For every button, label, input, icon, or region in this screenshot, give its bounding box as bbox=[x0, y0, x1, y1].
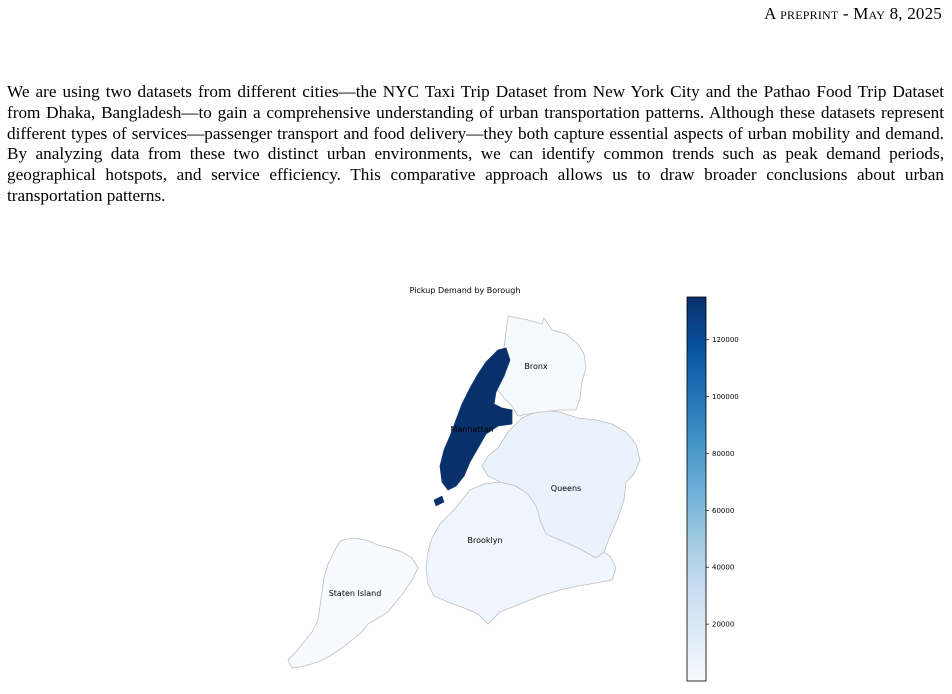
colorbar-tick-label: 100000 bbox=[712, 393, 739, 402]
region-label-queens: Queens bbox=[550, 484, 582, 493]
colorbar bbox=[687, 297, 706, 681]
colorbar-tick-label: 60000 bbox=[712, 506, 735, 515]
region-staten-island bbox=[288, 538, 418, 668]
region-label-bronx: Bronx bbox=[524, 362, 548, 371]
chart-title: Pickup Demand by Borough bbox=[409, 286, 521, 295]
colorbar-tick-label: 80000 bbox=[712, 449, 735, 458]
region-manhattan-tip bbox=[434, 496, 444, 506]
body-paragraph: We are using two datasets from different cities—the NYC Taxi Trip Dataset from New York City and the Pathao Food Trip Dataset from Dhaka, Bangladesh—to gain a comprehensive understanding of urban transportation patterns. Although these datasets represent different types of services—passenger transport and food delivery—they both capture essential aspects of urban mobility and demand. By analyzing data from these two distinct urban environments, we can identify common trends such as peak demand periods, geographical hotspots, and service efficiency. This comparative approach allows us to draw broader conclusions about urban transportation patterns. bbox=[7, 82, 944, 205]
colorbar-tick-label: 120000 bbox=[712, 336, 739, 345]
region-label-staten-island: Staten Island bbox=[328, 589, 382, 598]
colorbar-ticks bbox=[706, 336, 739, 628]
running-header-date: May 8, 2025 bbox=[853, 4, 942, 23]
colorbar-tick-label: 20000 bbox=[712, 620, 735, 629]
region-label-brooklyn: Brooklyn bbox=[467, 536, 503, 545]
region-label-manhattan: Manhattan bbox=[450, 425, 494, 434]
colorbar-tick-label: 40000 bbox=[712, 563, 735, 572]
running-header-label: A preprint - bbox=[764, 4, 854, 23]
